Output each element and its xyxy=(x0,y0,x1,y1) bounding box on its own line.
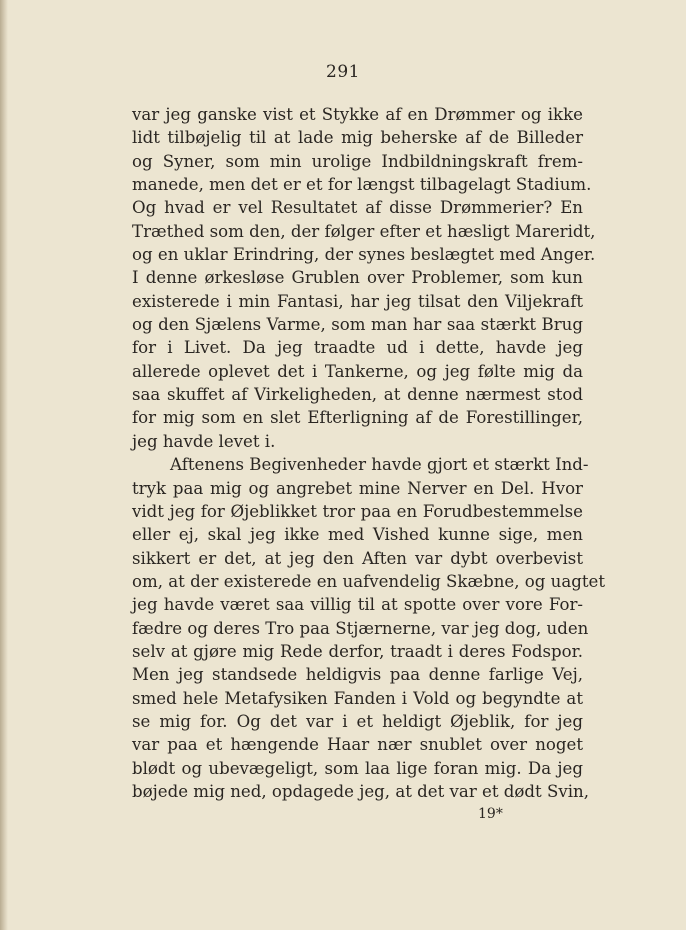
paragraph-2 xyxy=(132,453,606,803)
signature-mark: 19* xyxy=(478,806,503,822)
text-line: Aftenens Begivenheder havde gjort et stærkt Ind- xyxy=(170,455,589,475)
text-line: jeg havde levet i. xyxy=(132,431,276,451)
text-line: vidt jeg for Øjeblikket tror paa en Forudbestemmelse xyxy=(132,501,583,521)
text-line: fædre og deres Tro paa Stjærnerne, var jeg dog, uden xyxy=(132,618,589,638)
text-line: og en uklar Erindring, der synes beslægtet med Anger. xyxy=(132,245,596,265)
text-line: om, at der existerede en uafvendelig Skæbne, og uagtet xyxy=(132,571,606,591)
page-binding-edge xyxy=(0,0,8,930)
text-line: eller ej, skal jeg ikke med Vished kunne sige, men xyxy=(132,525,583,545)
body-text xyxy=(132,103,606,803)
text-line: var paa et hængende Haar nær snublet over noget xyxy=(132,735,583,755)
text-line: blødt og ubevægeligt, som laa lige foran mig. Da jeg xyxy=(132,758,583,778)
page-number: 291 xyxy=(326,62,360,82)
text-line: manede, men det er et for længst tilbagelagt Stadium. xyxy=(132,175,592,195)
text-line: og Syner, som min urolige Indbildningskraft frem- xyxy=(132,151,583,171)
text-line: I denne ørkesløse Grublen over Problemer, som kun xyxy=(132,268,583,288)
text-line: jeg havde været saa villig til at spotte over vore For- xyxy=(132,595,583,615)
text-line: saa skuffet af Virkeligheden, at denne nærmest stod xyxy=(132,385,583,405)
text-line: bøjede mig ned, opdagede jeg, at det var et dødt Svin, xyxy=(132,781,589,801)
text-line: var jeg ganske vist et Stykke af en Drømmer og ikke xyxy=(132,105,583,124)
text-line: sikkert er det, at jeg den Aften var dybt overbevist xyxy=(132,548,583,568)
text-line: og den Sjælens Varme, som man har saa stærkt Brug xyxy=(132,315,583,335)
text-line: for i Livet. Da jeg traadte ud i dette, havde jeg xyxy=(132,338,583,358)
paragraph-1 xyxy=(132,103,596,453)
text-line: Og hvad er vel Resultatet af disse Drømmerier? En xyxy=(132,198,583,218)
text-line: smed hele Metafysiken Fanden i Vold og begyndte at xyxy=(132,688,583,708)
text-line: Træthed som den, der følger efter et hæsligt Mareridt, xyxy=(132,221,596,241)
text-line: Men jeg standsede heldigvis paa denne farlige Vej, xyxy=(132,665,583,685)
text-line: lidt tilbøjelig til at lade mig beherske af de Billeder xyxy=(132,128,583,148)
text-line: for mig som en slet Efterligning af de Forestillinger, xyxy=(132,408,583,428)
text-line: allerede oplevet det i Tankerne, og jeg følte mig da xyxy=(132,361,583,381)
text-line: tryk paa mig og angrebet mine Nerver en Del. Hvor xyxy=(132,478,583,498)
text-line: se mig for. Og det var i et heldigt Øjeblik, for jeg xyxy=(132,711,583,731)
text-line: selv at gjøre mig Rede derfor, traadt i deres Fodspor. xyxy=(132,641,583,661)
text-line: existerede i min Fantasi, har jeg tilsat den Viljekraft xyxy=(132,291,583,311)
